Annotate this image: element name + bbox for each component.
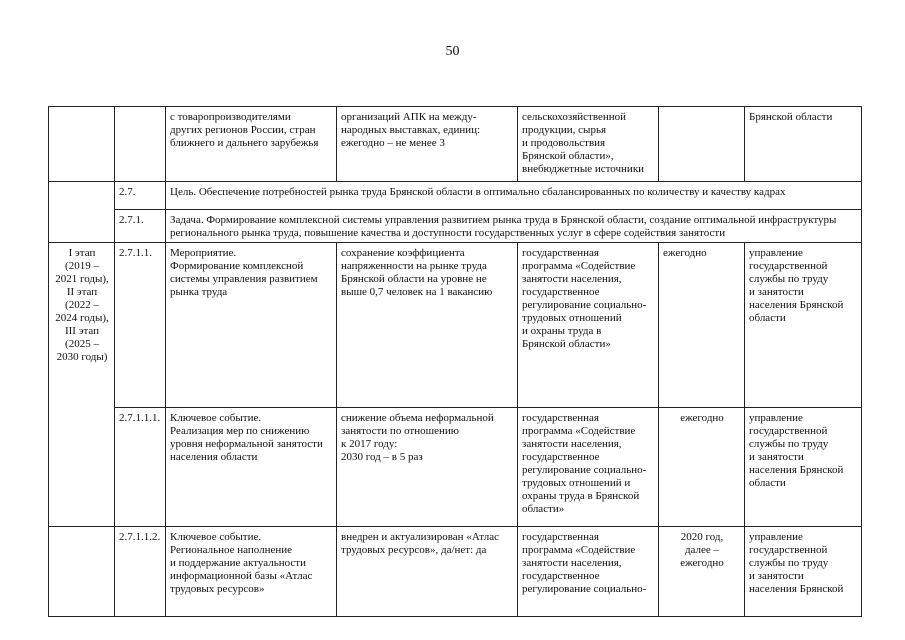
measure-cell: с товаропроизводителями других регионов России, стран ближнего и дальнего зарубежья (166, 107, 337, 182)
program-cell: государственная программа «Содействие занятости населения, государственное регулирование социально- трудовых отношений и охраны труда в Брянской области» (518, 408, 659, 527)
program-cell: сельскохозяйственной продукции, сырья и продовольствия Брянской области», внебюджетные источники (518, 107, 659, 182)
program-cell: государственная программа «Содействие занятости населения, государственное регулирование социально- (518, 527, 659, 617)
indicator-cell: снижение объема неформальной занятости по отношению к 2017 году: 2030 год – в 5 раз (337, 408, 518, 527)
table-row (49, 107, 862, 182)
responsible-cell: управление государственной службы по труду и занятости населения Брянской области (745, 408, 862, 527)
period-cell: ежегодно (659, 243, 745, 408)
page-number: 50 (445, 44, 460, 59)
period-cell (659, 107, 745, 182)
code-cell (115, 107, 166, 182)
table-row (49, 243, 862, 408)
period-cell: ежегодно (659, 408, 745, 527)
table-row (49, 408, 862, 527)
measure-cell: Ключевое событие. Региональное наполнение и поддержание актуальности информационной базы «Атлас трудовых ресурсов» (166, 527, 337, 617)
task-code: 2.7.1. (115, 210, 166, 243)
program-cell: государственная программа «Содействие занятости населения, государственное регулирование социально- трудовых отношений и охраны труда в Брянской области» (518, 243, 659, 408)
code-cell: 2.7.1.1. (115, 243, 166, 408)
stage-cell (49, 107, 115, 182)
stage-cell: I этап (2019 – 2021 годы), II этап (2022 – 2024 годы), III этап (2025 – 2030 годы) (49, 243, 115, 527)
task-text: Задача. Формирование комплексной системы управления развитием рынка труда в Брянской области, создание оптимальной инфраструктуры регионального рынка труда, повышение качества и доступности государственных услуг в сфере содействия занятости (166, 210, 862, 243)
responsible-cell: управление государственной службы по труду и занятости населения Брянской (745, 527, 862, 617)
task-row (49, 210, 862, 243)
plan-table (48, 106, 862, 617)
code-cell: 2.7.1.1.2. (115, 527, 166, 617)
measure-cell: Ключевое событие. Реализация мер по снижению уровня неформальной занятости населения области (166, 408, 337, 527)
goal-code: 2.7. (115, 182, 166, 210)
period-cell: 2020 год, далее – ежегодно (659, 527, 745, 617)
goal-text: Цель. Обеспечение потребностей рынка труда Брянской области в оптимально сбалансированных по количеству и качеству кадрах (166, 182, 862, 210)
stage-cell (49, 182, 115, 243)
indicator-cell: внедрен и актуализирован «Атлас трудовых ресурсов», да/нет: да (337, 527, 518, 617)
indicator-cell: сохранение коэффициента напряженности на рынке труда Брянской области на уровне не выше 0,7 человек на 1 вакансию (337, 243, 518, 408)
measure-cell: Мероприятие. Формирование комплексной системы управления развитием рынка труда (166, 243, 337, 408)
goal-row (49, 182, 862, 210)
stage-cell (49, 527, 115, 617)
indicator-cell: организаций АПК на между- народных выставках, единиц: ежегодно – не менее 3 (337, 107, 518, 182)
table-row (49, 527, 862, 617)
responsible-cell: Брянской области (745, 107, 862, 182)
code-cell: 2.7.1.1.1. (115, 408, 166, 527)
responsible-cell: управление государственной службы по труду и занятости населения Брянской области (745, 243, 862, 408)
